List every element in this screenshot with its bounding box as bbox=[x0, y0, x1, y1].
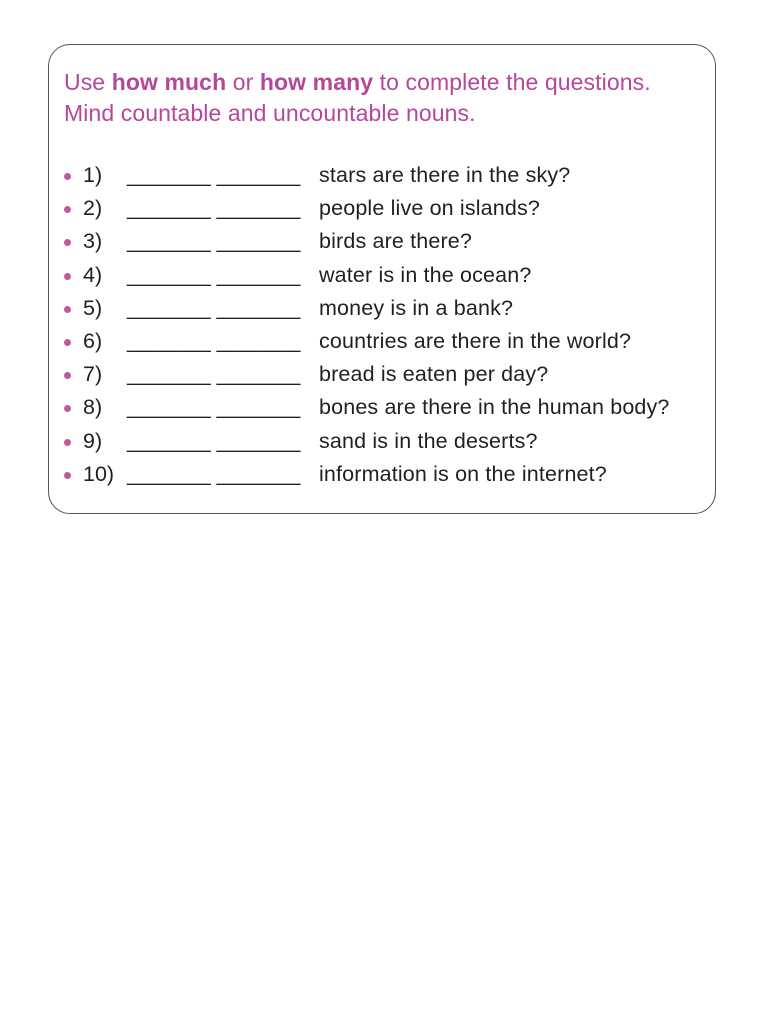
item-text: water is in the ocean? bbox=[319, 262, 532, 287]
item-number: 9) bbox=[83, 428, 103, 453]
item-text: bread is eaten per day? bbox=[319, 362, 549, 387]
item-number: 6) bbox=[83, 328, 103, 353]
list-item bbox=[49, 393, 715, 426]
instructions-part1: Use bbox=[64, 69, 112, 95]
item-text: bones are there in the human body? bbox=[319, 395, 670, 420]
item-number: 2) bbox=[83, 196, 103, 221]
item-text: sand is in the deserts? bbox=[319, 428, 538, 453]
list-item bbox=[49, 194, 715, 227]
bullet-icon bbox=[64, 239, 71, 246]
item-text: countries are there in the world? bbox=[319, 328, 632, 353]
list-item bbox=[49, 327, 715, 360]
answer-blank[interactable]: _______ _______ bbox=[127, 229, 301, 254]
item-number: 8) bbox=[83, 395, 103, 420]
instructions-part2: or bbox=[226, 69, 260, 95]
bullet-icon bbox=[64, 273, 71, 280]
list-item bbox=[49, 427, 715, 460]
list-item bbox=[49, 261, 715, 294]
answer-blank[interactable]: _______ _______ bbox=[127, 328, 301, 353]
item-text: birds are there? bbox=[319, 229, 472, 254]
answer-blank[interactable]: _______ _______ bbox=[127, 395, 301, 420]
bullet-icon bbox=[64, 372, 71, 379]
bullet-icon bbox=[64, 405, 71, 412]
item-number: 7) bbox=[83, 362, 103, 387]
answer-blank[interactable]: _______ _______ bbox=[127, 262, 301, 287]
item-text: stars are there in the sky? bbox=[319, 163, 571, 187]
bullet-icon bbox=[64, 173, 71, 180]
instructions bbox=[64, 67, 704, 129]
bullet-icon bbox=[64, 306, 71, 313]
item-number: 5) bbox=[83, 295, 103, 320]
list-item bbox=[49, 294, 715, 327]
question-list bbox=[49, 161, 715, 493]
list-item bbox=[49, 360, 715, 393]
answer-blank[interactable]: _______ _______ bbox=[127, 362, 301, 387]
item-number: 1) bbox=[83, 163, 103, 187]
answer-blank[interactable]: _______ _______ bbox=[127, 163, 301, 187]
bullet-icon bbox=[64, 339, 71, 346]
item-text: information is on the internet? bbox=[319, 461, 607, 486]
exercise-card bbox=[48, 44, 716, 514]
instructions-part3: to complete the questions. Mind countable and uncountable nouns. bbox=[64, 69, 651, 126]
item-number: 4) bbox=[83, 262, 103, 287]
instructions-bold-how-much: how much bbox=[111, 69, 227, 95]
list-item bbox=[49, 161, 715, 194]
instructions-bold-how-many: how many bbox=[259, 69, 374, 95]
answer-blank[interactable]: _______ _______ bbox=[127, 196, 301, 221]
answer-blank[interactable]: _______ _______ bbox=[127, 295, 301, 320]
list-item bbox=[49, 227, 715, 260]
item-text: people live on islands? bbox=[319, 196, 540, 221]
item-number: 10) bbox=[83, 461, 115, 486]
item-number: 3) bbox=[83, 229, 103, 254]
item-text: money is in a bank? bbox=[319, 295, 514, 320]
list-item bbox=[49, 460, 715, 493]
bullet-icon bbox=[64, 439, 71, 446]
answer-blank[interactable]: _______ _______ bbox=[127, 461, 301, 486]
bullet-icon bbox=[64, 206, 71, 213]
bullet-icon bbox=[64, 472, 71, 479]
answer-blank[interactable]: _______ _______ bbox=[127, 428, 301, 453]
